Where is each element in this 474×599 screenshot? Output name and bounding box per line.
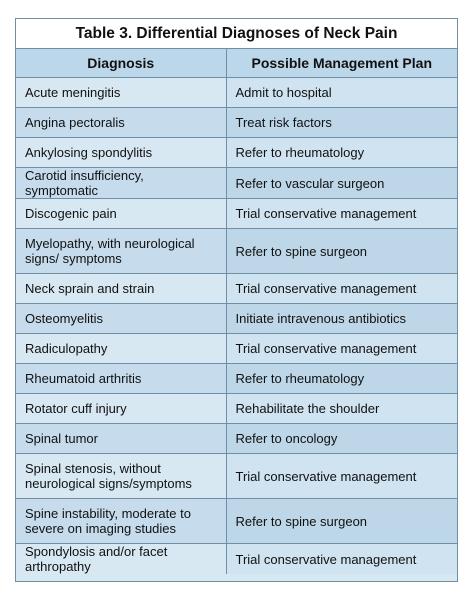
table-row <box>16 499 457 544</box>
diagnosis-cell: Rotator cuff injury <box>16 394 226 424</box>
management-cell: Trial conservative management <box>226 334 457 364</box>
diagnosis-cell: Myelopathy, with neurological signs/ symptoms <box>16 229 226 274</box>
diagnosis-cell: Angina pectoralis <box>16 108 226 138</box>
diagnosis-cell: Neck sprain and strain <box>16 274 226 304</box>
management-cell: Refer to oncology <box>226 424 457 454</box>
management-cell: Treat risk factors <box>226 108 457 138</box>
table-title: Table 3. Differential Diagnoses of Neck Pain <box>16 19 457 49</box>
diagnosis-cell: Spinal tumor <box>16 424 226 454</box>
management-cell: Refer to rheumatology <box>226 364 457 394</box>
management-cell: Trial conservative management <box>226 274 457 304</box>
table-row <box>16 394 457 424</box>
table-row <box>16 78 457 108</box>
diagnoses-grid <box>16 49 457 574</box>
management-cell: Refer to rheumatology <box>226 138 457 168</box>
table-row <box>16 364 457 394</box>
header-row <box>16 49 457 78</box>
diagnosis-cell: Ankylosing spondylitis <box>16 138 226 168</box>
management-cell: Trial conservative management <box>226 544 457 575</box>
table-row <box>16 229 457 274</box>
diagnosis-cell: Spondylosis and/or facet arthropathy <box>16 544 226 575</box>
management-cell: Trial conservative management <box>226 454 457 499</box>
diagnosis-cell: Spine instability, moderate to severe on imaging studies <box>16 499 226 544</box>
table-row <box>16 168 457 199</box>
table-row <box>16 544 457 575</box>
table-row <box>16 199 457 229</box>
table-row <box>16 334 457 364</box>
table-row <box>16 304 457 334</box>
management-cell: Trial conservative management <box>226 199 457 229</box>
management-cell: Admit to hospital <box>226 78 457 108</box>
column-header-management-plan: Possible Management Plan <box>226 49 457 78</box>
management-cell: Refer to vascular surgeon <box>226 168 457 199</box>
diagnosis-cell: Spinal stenosis, without neurological signs/symptoms <box>16 454 226 499</box>
diagnosis-cell: Rheumatoid arthritis <box>16 364 226 394</box>
diagnosis-cell: Acute meningitis <box>16 78 226 108</box>
table-row <box>16 274 457 304</box>
management-cell: Refer to spine surgeon <box>226 229 457 274</box>
differential-diagnoses-table <box>15 18 458 582</box>
diagnosis-cell: Discogenic pain <box>16 199 226 229</box>
diagnosis-cell: Osteomyelitis <box>16 304 226 334</box>
management-cell: Refer to spine surgeon <box>226 499 457 544</box>
management-cell: Initiate intravenous antibiotics <box>226 304 457 334</box>
table-row <box>16 454 457 499</box>
diagnosis-cell: Radiculopathy <box>16 334 226 364</box>
diagnosis-cell: Carotid insufficiency, symptomatic <box>16 168 226 199</box>
management-cell: Rehabilitate the shoulder <box>226 394 457 424</box>
table-row <box>16 424 457 454</box>
column-header-diagnosis: Diagnosis <box>16 49 226 78</box>
table-row <box>16 138 457 168</box>
table-row <box>16 108 457 138</box>
